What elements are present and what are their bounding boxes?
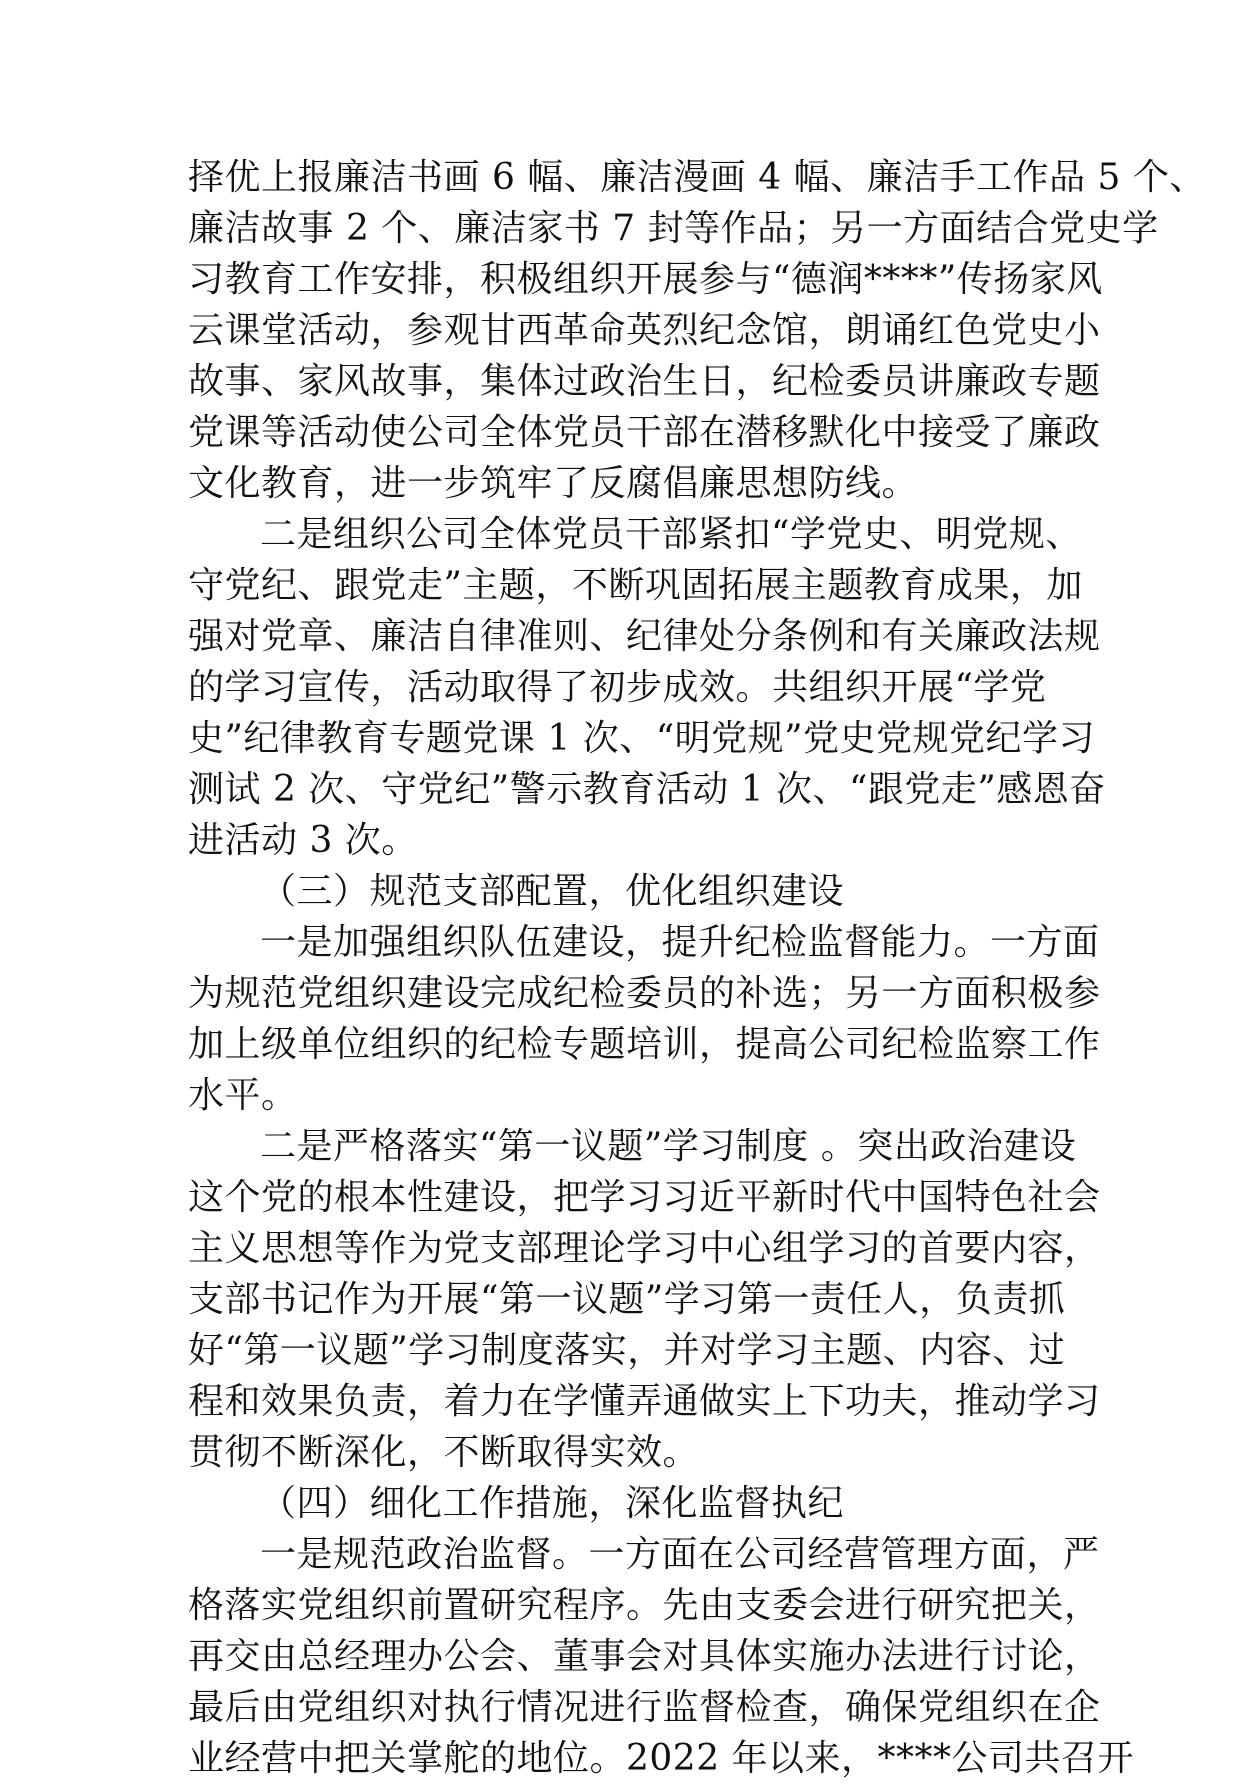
text-line: 主义思想等作为党支部理论学习中心组学习的首要内容， (188, 1228, 1101, 1269)
text-line: 好“第一议题”学习制度落实，并对学习主题、内容、过 (188, 1330, 1066, 1371)
text-line: 格落实党组织前置研究程序。先由支委会进行研究把关， (188, 1585, 1101, 1626)
text-line: 水平。 (188, 1075, 298, 1116)
text-line: 习教育工作安排，积极组织开展参与“德润****”传扬家风 (188, 259, 1103, 300)
text-line: 文化教育，进一步筑牢了反腐倡廉思想防线。 (188, 463, 919, 504)
text-line: 史”纪律教育专题党课 1 次、“明党规”党史党规党纪学习 (188, 718, 1096, 759)
text-line: 党课等活动使公司全体党员干部在潜移默化中接受了廉政 (188, 412, 1101, 453)
text-line: 故事、家风故事，集体过政治生日，纪检委员讲廉政专题 (188, 361, 1101, 402)
text-line: 强对党章、廉洁自律准则、纪律处分条例和有关廉政法规 (188, 616, 1101, 657)
text-line: 云课堂活动，参观甘西革命英烈纪念馆，朗诵红色党史小 (188, 310, 1101, 351)
text-line: 支部书记作为开展“第一议题”学习第一责任人，负责抓 (188, 1279, 1066, 1320)
text-line: 贯彻不断深化，不断取得实效。 (188, 1432, 700, 1473)
text-line: 最后由党组织对执行情况进行监督检查，确保党组织在企 (188, 1687, 1101, 1728)
text-line: 这个党的根本性建设，把学习习近平新时代中国特色社会 (188, 1177, 1101, 1218)
paragraph-start-line: 二是组织公司全体党员干部紧扣“学党史、明党规、 (260, 514, 1082, 555)
text-line: 为规范党组织建设完成纪检委员的补选；另一方面积极参 (188, 973, 1101, 1014)
paragraph-start-line: 二是严格落实“第一议题”学习制度 。突出政治建设 (260, 1126, 1077, 1167)
text-line: 进活动 3 次。 (188, 820, 418, 861)
text-line: 测试 2 次、守党纪”警示教育活动 1 次、“跟党走”感恩奋 (188, 769, 1106, 810)
text-line: 程和效果负责，着力在学懂弄通做实上下功夫，推动学习 (188, 1381, 1101, 1422)
document-page (188, 152, 1206, 1784)
text-line: 守党纪、跟党走”主题，不断巩固拓展主题教育成果，加 (188, 565, 1083, 606)
text-line: 加上级单位组织的纪检专题培训，提高公司纪检监察工作 (188, 1024, 1101, 1065)
section-heading: （四）细化工作措施，深化监督执纪 (260, 1483, 845, 1524)
section-heading: （三）规范支部配置，优化组织建设 (260, 871, 845, 912)
text-line: 业经营中把关掌舵的地位。2022 年以来，****公司共召开 (188, 1738, 1135, 1779)
text-line: 廉洁故事 2 个、廉洁家书 7 封等作品；另一方面结合党史学 (188, 208, 1159, 249)
text-line: 的学习宣传，活动取得了初步成效。共组织开展“学党 (188, 667, 1047, 708)
text-line: 择优上报廉洁书画 6 幅、廉洁漫画 4 幅、廉洁手工作品 5 个、 (188, 157, 1206, 198)
text-line: 再交由总经理办公会、董事会对具体实施办法进行讨论， (188, 1636, 1101, 1677)
paragraph-start-line: 一是加强组织队伍建设，提升纪检监督能力。一方面 (260, 922, 1100, 963)
paragraph-start-line: 一是规范政治监督。一方面在公司经营管理方面，严 (260, 1534, 1100, 1575)
